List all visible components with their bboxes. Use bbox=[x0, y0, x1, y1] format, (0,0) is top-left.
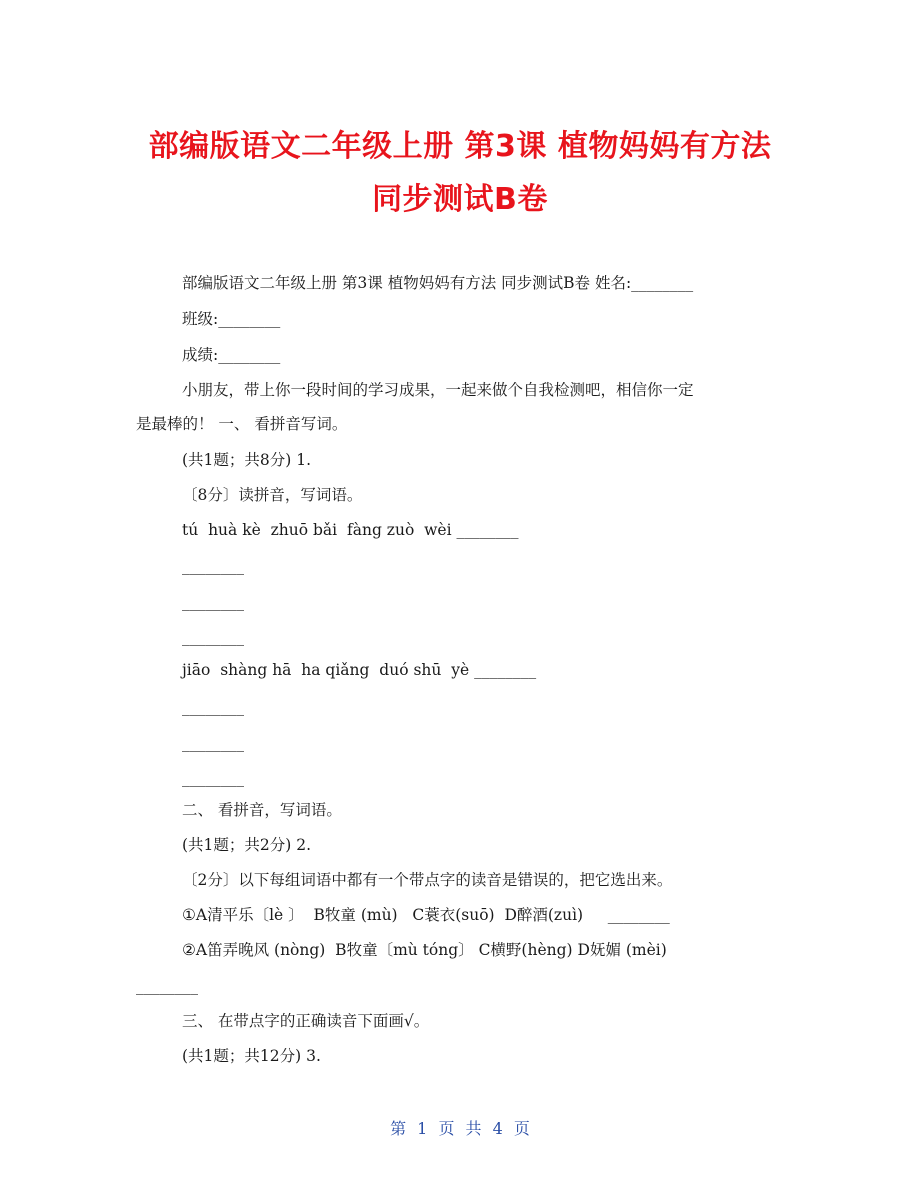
score-field-line: 成绩:________ bbox=[182, 346, 281, 364]
page-footer: 第 1 页 共 4 页 bbox=[390, 1119, 530, 1138]
section-2-points: (共1题；共2分) 2. bbox=[182, 836, 312, 854]
section-2-heading: 二、 看拼音，写词语。 bbox=[182, 801, 342, 819]
question-2-prompt: 〔2分〕以下每组词语中都有一个带点字的读音是错误的，把它选出来。 bbox=[182, 871, 673, 889]
pinyin-line-1: tú huà kè zhuō bǎi fàng zuò wèi ________ bbox=[182, 521, 519, 539]
section-1-points: (共1题；共8分) 1. bbox=[182, 451, 312, 469]
intro-text-line-1: 小朋友，带上你一段时间的学习成果，一起来做个自我检测吧，相信你一定 bbox=[182, 381, 694, 399]
document-title-line-1: 部编版语文二年级上册 第3课 植物妈妈有方法 bbox=[148, 129, 772, 164]
intro-text-line-2: 是最棒的！ 一、 看拼音写词。 bbox=[136, 415, 348, 433]
answer-blank: ________ bbox=[182, 769, 244, 787]
answer-blank: ________ bbox=[182, 593, 244, 611]
answer-blank: ________ bbox=[182, 734, 244, 752]
section-3-points: (共1题；共12分) 3. bbox=[182, 1047, 321, 1065]
header-line-name: 部编版语文二年级上册 第3课 植物妈妈有方法 同步测试B卷 姓名:________ bbox=[182, 274, 694, 292]
answer-blank: ________ bbox=[182, 557, 244, 575]
section-3-heading: 三、 在带点字的正确读音下面画√。 bbox=[182, 1012, 430, 1030]
question-2-option-2: ②A笛弄晚风 (nòng) B牧童〔mù tóng〕 C横野(hèng) D妩媚 (mèi) bbox=[182, 941, 667, 959]
answer-blank: ________ bbox=[182, 628, 244, 646]
question-1-prompt: 〔8分〕读拼音，写词语。 bbox=[182, 486, 363, 504]
question-2-option-1: ①A清平乐〔lè 〕 B牧童 (mù) C蓑衣(suō) D醉酒(zuì) ________ bbox=[182, 906, 670, 924]
document-title-line-2: 同步测试B卷 bbox=[372, 182, 548, 217]
class-field-line: 班级:________ bbox=[182, 310, 281, 328]
pinyin-line-2: jiāo shàng hā ha qiǎng duó shū yè ________ bbox=[182, 661, 537, 679]
answer-blank: ________ bbox=[136, 977, 198, 995]
answer-blank: ________ bbox=[182, 698, 244, 716]
